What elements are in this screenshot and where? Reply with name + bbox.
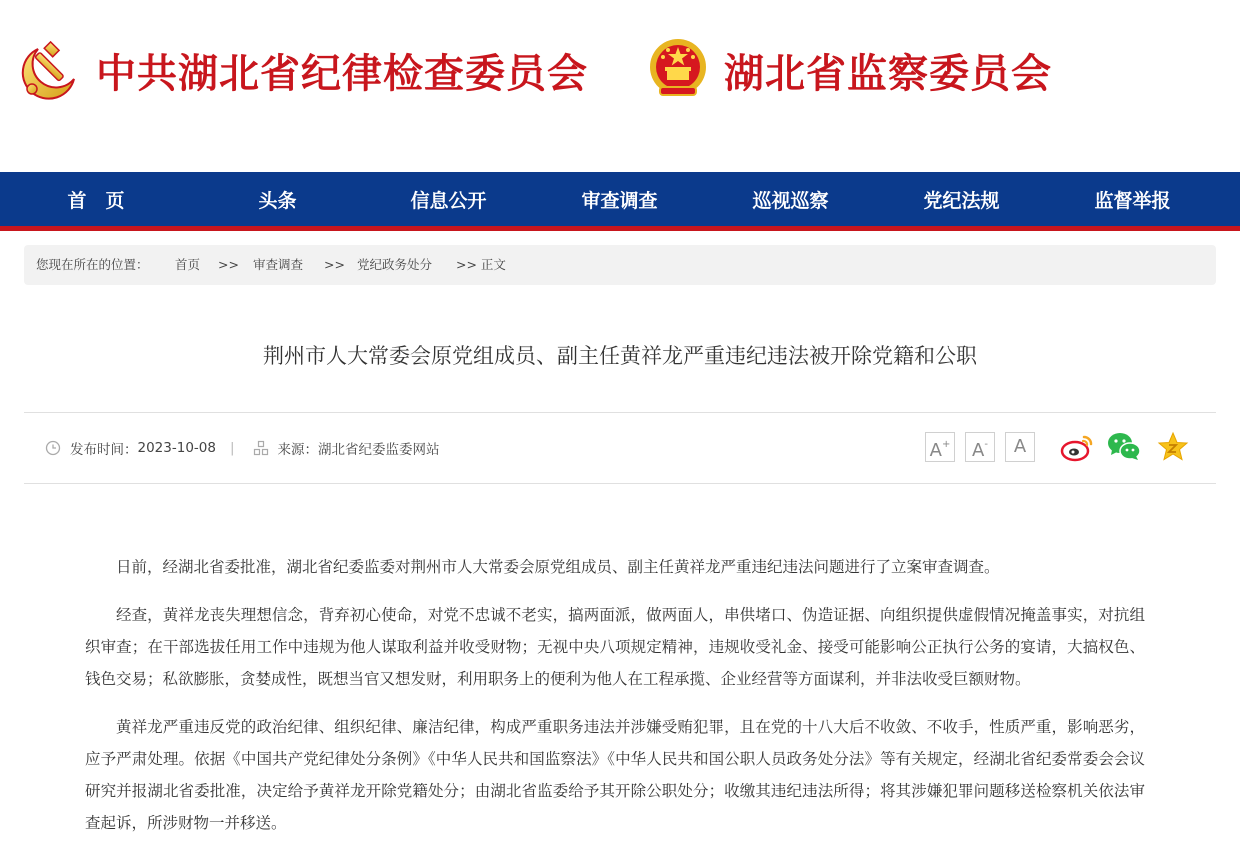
breadcrumb-prefix: 您现在所在的位置： [36,257,149,272]
source-value: 湖北省纪委监委网站 [318,442,440,458]
article-body [85,551,1145,855]
font-increase-label: A [929,440,942,461]
breadcrumb-home-link[interactable]: 首页 [175,257,201,272]
supervision-commission-title: 湖北省监察委员会 [724,50,1052,97]
article-meta [45,438,440,458]
party-emblem-icon [18,39,80,101]
breadcrumb-separator: >> [324,257,345,272]
font-decrease-label: A [972,440,985,461]
breadcrumb-investigation-link[interactable]: 审查调查 [253,257,304,272]
publish-date: 2023-10-08 [137,440,216,456]
nav-item-inspection[interactable]: 巡视巡察 [752,190,829,212]
font-reset-label: A [1013,436,1027,457]
font-decrease-sup: - [984,439,988,450]
breadcrumb-current: >> 正文 [456,257,506,272]
national-emblem-icon [646,37,710,103]
article-paragraph: 黄祥龙严重违反党的政治纪律、组织纪律、廉洁纪律，构成严重职务违法并涉嫌受贿犯罪，且在党的十八大后不收敛、不收手，性质严重，影响恶劣，应予严肃处理。依据《中国共产党纪律处分条例》《中华人民共和国监察法》《中华人民共和国公职人员政务处分法》等有关规定，经湖北省纪委常委会会议研究并报湖北省委批准，决定给予黄祥龙开除党籍处分；由湖北省监委给予其开除公职处分；收缴其违纪违法所得；将其涉嫌犯罪问题移送检察机关依法审查起诉，所涉财物一并移送。 [85,718,1145,832]
main-nav [0,172,1240,231]
article-paragraph: 日前，经湖北省委批准，湖北省纪委监委对荆州市人大常委会原党组成员、副主任黄祥龙严重违纪违法问题进行了立案审查调查。 [116,558,1000,576]
source-icon [253,440,269,456]
divider [24,483,1216,484]
favorite-star-icon[interactable] [1157,431,1189,463]
source-label: 来源： [277,442,319,458]
meta-separator: | [229,440,235,456]
party-committee-title: 中共湖北省纪律检查委员会 [96,50,588,97]
article-paragraph: 经查，黄祥龙丧失理想信念，背弃初心使命，对党不忠诚不老实，搞两面派，做两面人，串供堵口、伪造证据、向组织提供虚假情况掩盖事实，对抗组织审查；在干部选拔任用工作中违规为他人谋取利益并收受财物；无视中央八项规定精神，违规收受礼金、接受可能影响公正执行公务的宴请，大搞权色、钱色交易；私欲膨胀，贪婪成性，既想当官又想发财，利用职务上的便利为他人在工程承揽、企业经营等方面谋利，并非法收受巨额财物。 [85,606,1145,688]
breadcrumb [24,245,1216,285]
clock-icon [45,440,61,456]
font-increase-button[interactable] [925,432,955,462]
party-brand[interactable] [18,30,588,110]
weibo-icon[interactable] [1060,431,1094,463]
font-reset-button[interactable] [1005,432,1035,462]
site-header [0,0,1240,172]
nav-item-regulations[interactable]: 党纪法规 [923,190,1000,212]
divider [24,412,1216,413]
publish-label: 发布时间： [70,442,138,458]
nav-item-investigation[interactable]: 审查调查 [581,190,658,212]
font-decrease-button[interactable] [965,432,995,462]
nav-item-headlines[interactable]: 头条 [258,190,297,212]
wechat-icon[interactable] [1107,431,1141,463]
breadcrumb-discipline-link[interactable]: 党纪政务处分 [357,257,433,272]
article-title: 荆州市人大常委会原党组成员、副主任黄祥龙严重违纪违法被开除党籍和公职 [263,344,977,368]
commission-brand[interactable] [646,30,1052,110]
nav-item-info-disclosure[interactable]: 信息公开 [410,190,487,212]
breadcrumb-separator: >> [218,257,239,272]
nav-item-home[interactable]: 首 页 [67,190,125,212]
font-increase-sup: + [941,439,951,450]
nav-item-report[interactable]: 监督举报 [1094,190,1171,212]
